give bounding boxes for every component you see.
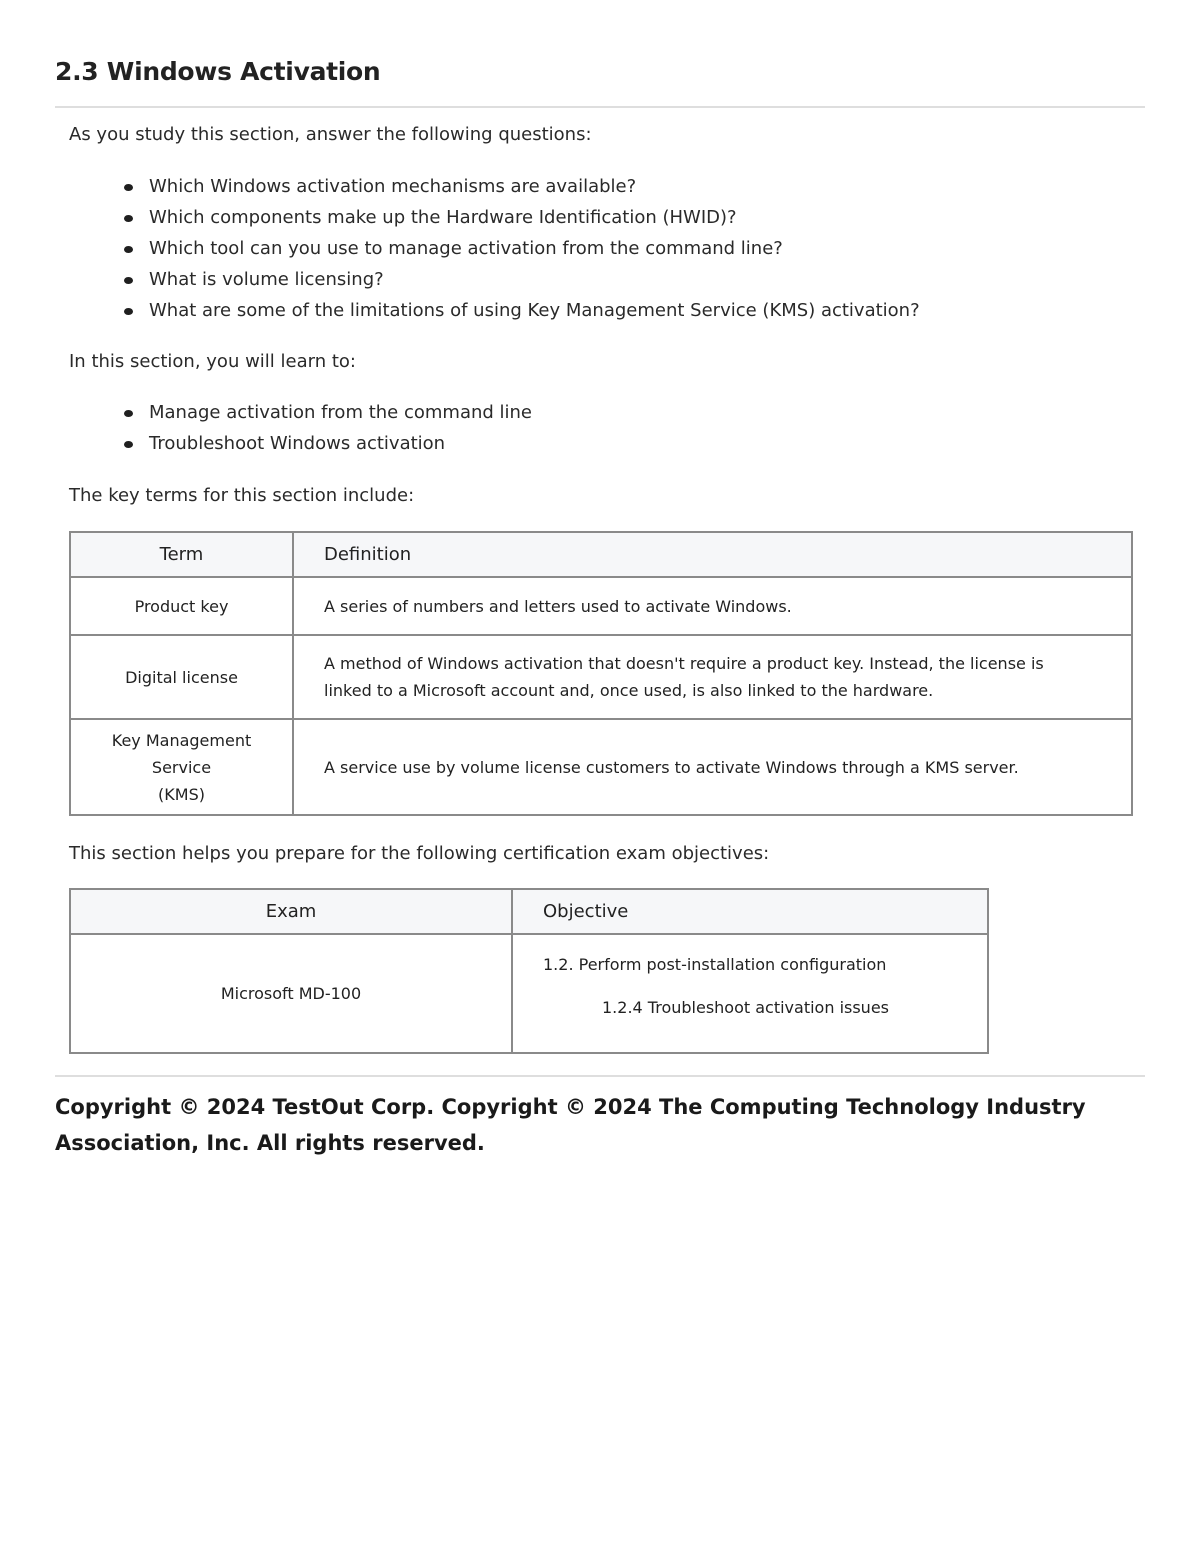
term-line: (KMS): [158, 784, 205, 804]
objective-item: 1.2. Perform post-installation configuration: [543, 955, 887, 974]
exam-cell: Microsoft MD-100: [70, 934, 512, 1053]
sub-objective-item: 1.2.4 Troubleshoot activation issues: [602, 998, 889, 1017]
list-item: Which components make up the Hardware Identification (HWID)?: [122, 204, 920, 235]
objective-header: Objective: [512, 889, 988, 934]
list-item: Troubleshoot Windows activation: [122, 430, 532, 461]
learn-intro: In this section, you will learn to:: [69, 351, 356, 372]
table-row: [70, 934, 988, 1053]
questions-list: [122, 173, 920, 328]
term-header: Term: [70, 532, 293, 577]
table-row: [70, 577, 1132, 635]
list-item: Which tool can you use to manage activation from the command line?: [122, 235, 920, 266]
exam-objectives-table: [69, 888, 989, 1054]
footer-divider: [55, 1075, 1145, 1077]
copyright-line: Copyright © 2024 TestOut Corp. Copyright © 2024 The Computing Technology Industry: [55, 1095, 1086, 1119]
term-line: Service: [151, 757, 212, 777]
term-line: Key Management: [111, 730, 252, 750]
list-item: What are some of the limitations of using Key Management Service (KMS) activation?: [122, 297, 920, 328]
table-row: [70, 635, 1132, 719]
term-cell: [70, 719, 293, 815]
term-cell: Digital license: [70, 635, 293, 719]
title-divider: [55, 106, 1145, 108]
term-cell: Product key: [70, 577, 293, 635]
list-item: What is volume licensing?: [122, 266, 920, 297]
page-title: 2.3 Windows Activation: [55, 57, 381, 86]
key-terms-table: [69, 531, 1133, 816]
copyright-notice: [55, 1089, 1115, 1161]
definition-cell: A service use by volume license customers to activate Windows through a KMS server.: [293, 719, 1132, 815]
definition-cell: A method of Windows activation that doesn't require a product key. Instead, the license is linked to a Microsoft account and, once used, is also linked to the hardware.: [293, 635, 1132, 719]
exam-header: Exam: [70, 889, 512, 934]
table-header-row: [70, 889, 988, 934]
list-item: Manage activation from the command line: [122, 399, 532, 430]
table-row: [70, 719, 1132, 815]
terms-intro: The key terms for this section include:: [69, 485, 415, 506]
objective-cell: [512, 934, 988, 1053]
objectives-intro: This section helps you prepare for the following certification exam objectives:: [69, 843, 770, 864]
definition-cell: A series of numbers and letters used to activate Windows.: [293, 577, 1132, 635]
list-item: Which Windows activation mechanisms are available?: [122, 173, 920, 204]
copyright-line: Association, Inc. All rights reserved.: [55, 1131, 485, 1155]
questions-intro: As you study this section, answer the following questions:: [69, 124, 592, 145]
table-header-row: [70, 532, 1132, 577]
definition-header: Definition: [293, 532, 1132, 577]
learn-list: [122, 399, 532, 461]
